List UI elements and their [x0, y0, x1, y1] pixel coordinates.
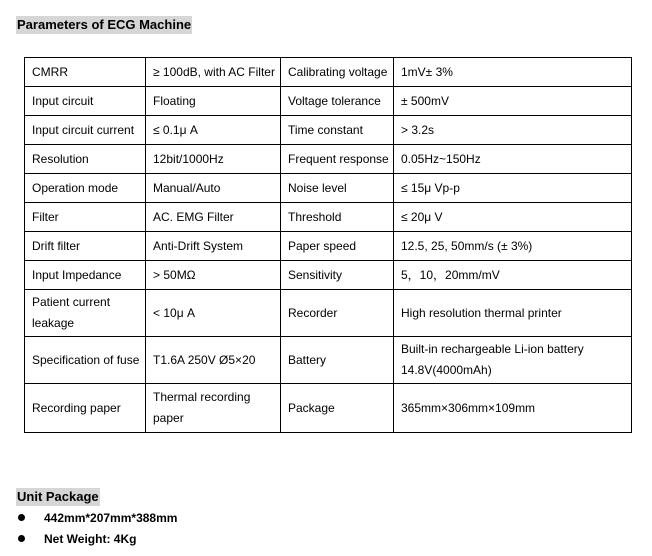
param-value: T1.6A 250V Ø5×20 [146, 337, 281, 384]
param-value: > 3.2s [394, 116, 632, 145]
param-name: Specification of fuse [25, 337, 146, 384]
param-value: 0.05Hz~150Hz [394, 145, 632, 174]
param-name: Resolution [25, 145, 146, 174]
param-name: Recorder [281, 290, 394, 337]
param-value: 12bit/1000Hz [146, 145, 281, 174]
param-name: Recording paper [25, 384, 146, 433]
param-value: AC. EMG Filter [146, 203, 281, 232]
param-value: ≤ 0.1μ A [146, 116, 281, 145]
param-name: CMRR [25, 58, 146, 87]
unit-package-list [16, 510, 177, 552]
param-value: 5，10，20mm/mV [394, 261, 632, 290]
table-row [25, 384, 632, 433]
param-name: Threshold [281, 203, 394, 232]
param-name: Package [281, 384, 394, 433]
param-name: Noise level [281, 174, 394, 203]
param-name: Voltage tolerance [281, 87, 394, 116]
table-row [25, 232, 632, 261]
table-row [25, 145, 632, 174]
param-name: Input Impedance [25, 261, 146, 290]
table-row [25, 87, 632, 116]
table-row [25, 337, 632, 384]
param-name: Battery [281, 337, 394, 384]
bullet-icon [18, 535, 25, 542]
param-value: Manual/Auto [146, 174, 281, 203]
param-name: Drift filter [25, 232, 146, 261]
param-name: Patient current leakage [25, 290, 146, 337]
table-row [25, 174, 632, 203]
param-value: 12.5, 25, 50mm/s (± 3%) [394, 232, 632, 261]
param-value: ≤ 20μ V [394, 203, 632, 232]
table-row [25, 116, 632, 145]
page-title: Parameters of ECG Machine [17, 17, 192, 32]
bullet-icon [18, 514, 25, 521]
spec-table [24, 57, 632, 433]
param-value: > 50MΩ [146, 261, 281, 290]
param-name: Input circuit current [25, 116, 146, 145]
param-name: Time constant [281, 116, 394, 145]
param-value: Anti-Drift System [146, 232, 281, 261]
param-name: Calibrating voltage [281, 58, 394, 87]
param-value: < 10μ A [146, 290, 281, 337]
param-value: Floating [146, 87, 281, 116]
param-value: ± 500mV [394, 87, 632, 116]
param-value: ≤ 15μ Vp-p [394, 174, 632, 203]
list-item-text: 442mm*207mm*388mm [44, 511, 178, 525]
list-item [16, 510, 177, 531]
param-name: Sensitivity [281, 261, 394, 290]
param-value: Thermal recording paper [146, 384, 281, 433]
param-name: Input circuit [25, 87, 146, 116]
unit-package-title: Unit Package [17, 489, 99, 504]
param-name: Filter [25, 203, 146, 232]
param-value: ≥ 100dB, with AC Filter [146, 58, 281, 87]
list-item [16, 531, 177, 552]
table-row [25, 290, 632, 337]
param-value: 365mm×306mm×109mm [394, 384, 632, 433]
param-value: Built-in rechargeable Li-ion battery 14.8V(4000mAh) [394, 337, 632, 384]
param-value: High resolution thermal printer [394, 290, 632, 337]
table-row [25, 203, 632, 232]
param-name: Frequent response [281, 145, 394, 174]
param-name: Operation mode [25, 174, 146, 203]
param-name: Paper speed [281, 232, 394, 261]
table-row [25, 58, 632, 87]
list-item-text: Net Weight: 4Kg [44, 532, 137, 546]
table-row [25, 261, 632, 290]
param-value: 1mV± 3% [394, 58, 632, 87]
